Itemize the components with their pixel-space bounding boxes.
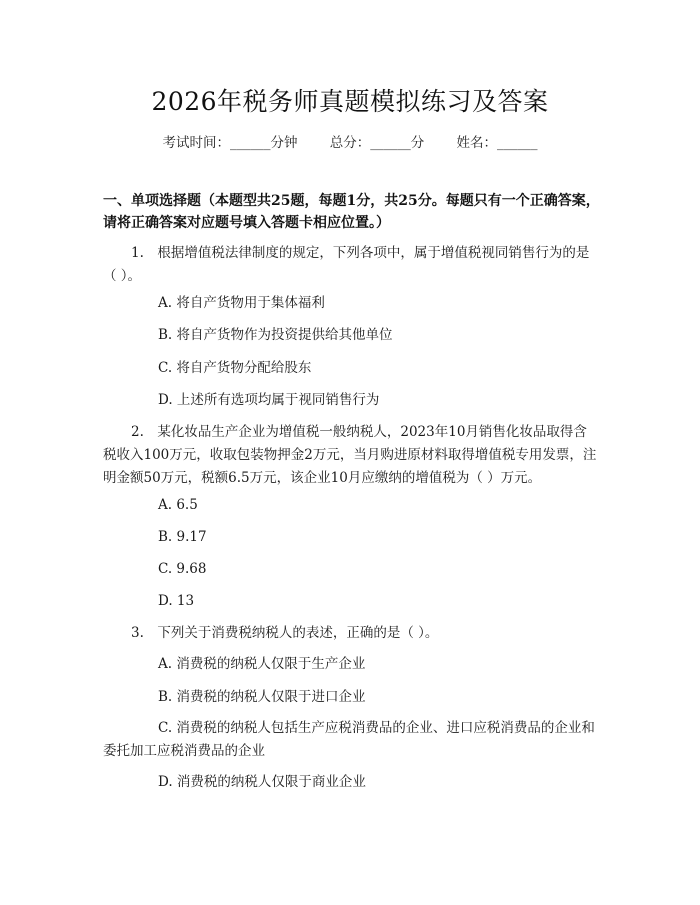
exam-meta — [0, 131, 700, 151]
question-1-option-a: A. 将自产货物用于集体福利 — [158, 295, 325, 311]
question-1-option-b: B. 将自产货物作为投资提供给其他单位 — [158, 327, 393, 343]
question-3-option-c: C. 消费税的纳税人包括生产应税消费品的企业、进口应税消费品的企业和委托加工应税消费品的企业 — [103, 720, 595, 759]
question-2-text: 2. 某化妆品生产企业为增值税一般纳税人，2023年10月销售化妆品取得含税收入100万元，收取包装物押金2万元，当月购进原材料取得增值税专用发票，注明金额50万元，税额6.5万元，该企业10月应缴纳的增值税为（ ）万元。 — [103, 424, 597, 486]
question-3-option-d: D. 消费税的纳税人仅限于商业企业 — [158, 774, 366, 790]
question-1-option-d: D. 上述所有选项均属于视同销售行为 — [158, 392, 380, 408]
question-2-option-d: D. 13 — [158, 593, 195, 609]
exam-name-field: 姓名：______ — [456, 135, 538, 151]
question-3-text: 3. 下列关于消费税纳税人的表述，正确的是（ ）。 — [131, 625, 439, 641]
question-3-option-b: B. 消费税的纳税人仅限于进口企业 — [158, 689, 366, 705]
question-1-text: 1. 根据增值税法律制度的规定，下列各项中，属于增值税视同销售行为的是（ ）。 — [103, 245, 590, 284]
question-1-option-c: C. 将自产货物分配给股东 — [158, 360, 312, 376]
question-3-option-a: A. 消费税的纳税人仅限于生产企业 — [158, 656, 366, 672]
page-title: 2026年税务师真题模拟练习及答案 — [151, 87, 549, 116]
section-heading: 一、单项选择题（本题型共25题，每题1分，共25分。每题只有一个正确答案，请将正确答案对应题号填入答题卡相应位置。） — [103, 193, 600, 231]
question-2-option-b: B. 9.17 — [158, 529, 207, 545]
exam-time-field: 考试时间：______分钟 — [162, 135, 298, 151]
question-2-option-c: C. 9.68 — [158, 561, 207, 577]
question-2-option-a: A. 6.5 — [158, 497, 198, 513]
exam-score-field: 总分：______分 — [329, 135, 425, 151]
